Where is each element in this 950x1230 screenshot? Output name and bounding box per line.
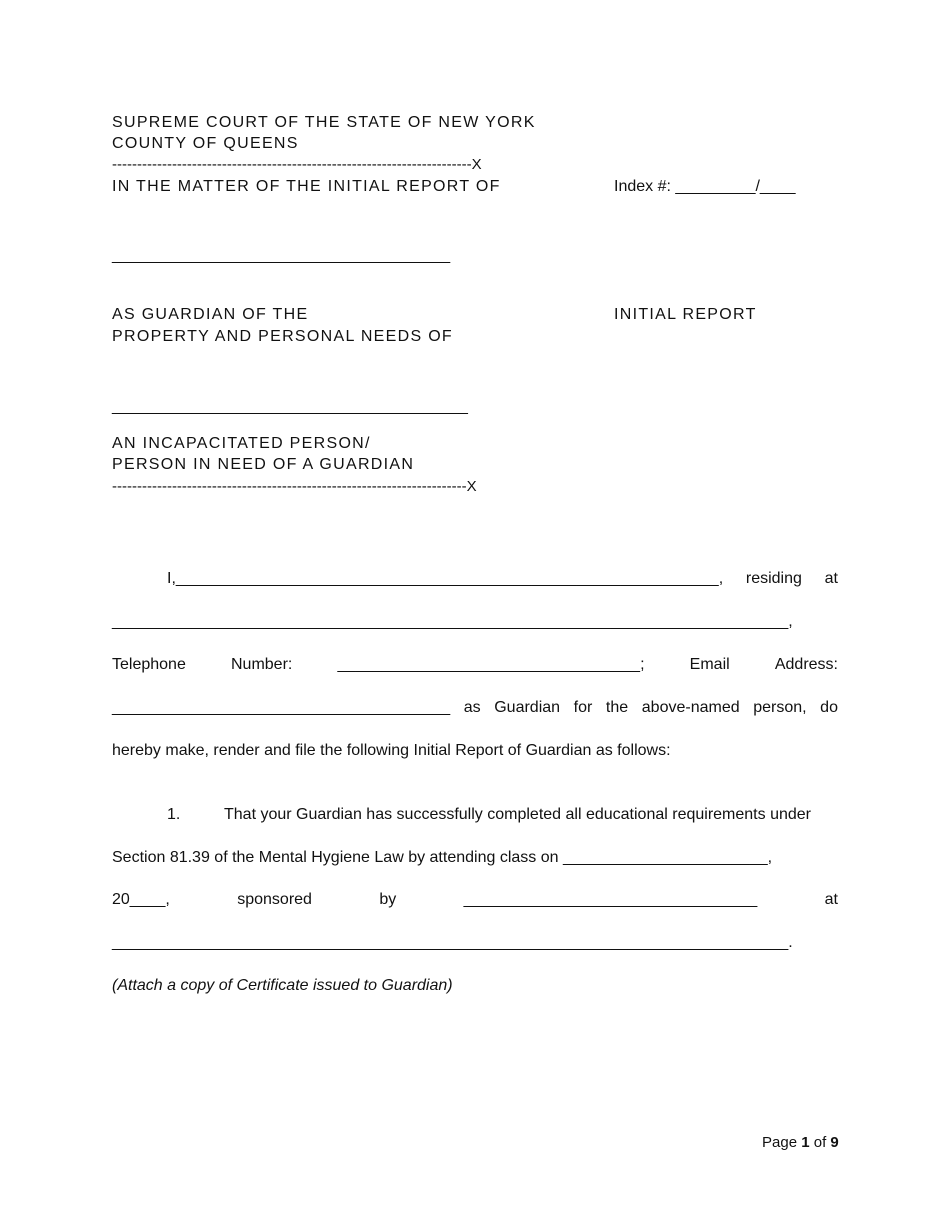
item1-line-2: Section 81.39 of the Mental Hygiene Law by attending class on _______________________, [112, 849, 773, 866]
word: Address: [774, 656, 838, 673]
word: at [824, 570, 838, 587]
word: at [824, 891, 838, 908]
word: for [573, 699, 593, 716]
total-pages: 9 [830, 1134, 839, 1151]
page-number [762, 1133, 839, 1153]
attach-note: (Attach a copy of Certificate issued to Guardian) [112, 977, 453, 994]
item1-line-3 [112, 890, 838, 910]
word: Telephone [112, 656, 186, 673]
word: Email [689, 656, 730, 673]
intro-line-4 [112, 698, 838, 718]
intro-line-3 [112, 655, 838, 675]
name-blank: I,_____________________________________________________________, [167, 570, 724, 587]
current-page: 1 [801, 1134, 810, 1151]
word: as [463, 699, 481, 716]
incapacitated-line: AN INCAPACITATED PERSON/ [112, 435, 371, 452]
location-blank: ____________________________________________________________________________. [112, 934, 793, 951]
person-in-need-line: PERSON IN NEED OF A GUARDIAN [112, 456, 415, 473]
word: above-named [641, 699, 740, 716]
of-word: of [813, 1134, 827, 1151]
report-title: INITIAL REPORT [614, 306, 757, 323]
matter-line: IN THE MATTER OF THE INITIAL REPORT OF [112, 178, 501, 195]
word: by [379, 891, 397, 908]
intro-line-5: hereby make, render and file the following Initial Report of Guardian as follows: [112, 742, 671, 759]
index-number-field: Index #: _________/____ [614, 178, 796, 195]
word: the [605, 699, 629, 716]
word: Guardian [494, 699, 561, 716]
person-name-blank: ________________________________________ [112, 398, 468, 415]
caption-divider-bottom: -----------------------------------------------------------------------X [112, 478, 477, 495]
email-blank: ______________________________________ [112, 699, 451, 716]
item1-line-1: That your Guardian has successfully completed all educational requirements under [224, 806, 811, 823]
word: do [820, 699, 838, 716]
word: residing [745, 570, 802, 587]
page-word: Page [762, 1134, 798, 1151]
property-needs-line: PROPERTY AND PERSONAL NEEDS OF [112, 328, 454, 345]
court-name: SUPREME COURT OF THE STATE OF NEW YORK [112, 114, 536, 131]
caption-divider-top: ------------------------------------------------------------------------X [112, 156, 482, 173]
guardian-name-blank: ______________________________________ [112, 247, 451, 264]
word: person, [753, 699, 807, 716]
year-blank: 20____, [112, 891, 170, 908]
word: Number: [231, 656, 293, 673]
telephone-blank: __________________________________; [337, 656, 645, 673]
county-name: COUNTY OF QUEENS [112, 135, 299, 152]
sponsor-blank: _________________________________ [463, 891, 758, 908]
intro-line-1 [167, 569, 838, 589]
item-number: 1. [167, 806, 181, 823]
address-blank: ____________________________________________________________________________, [112, 613, 793, 630]
word: sponsored [237, 891, 312, 908]
guardian-of-line: AS GUARDIAN OF THE [112, 306, 309, 323]
